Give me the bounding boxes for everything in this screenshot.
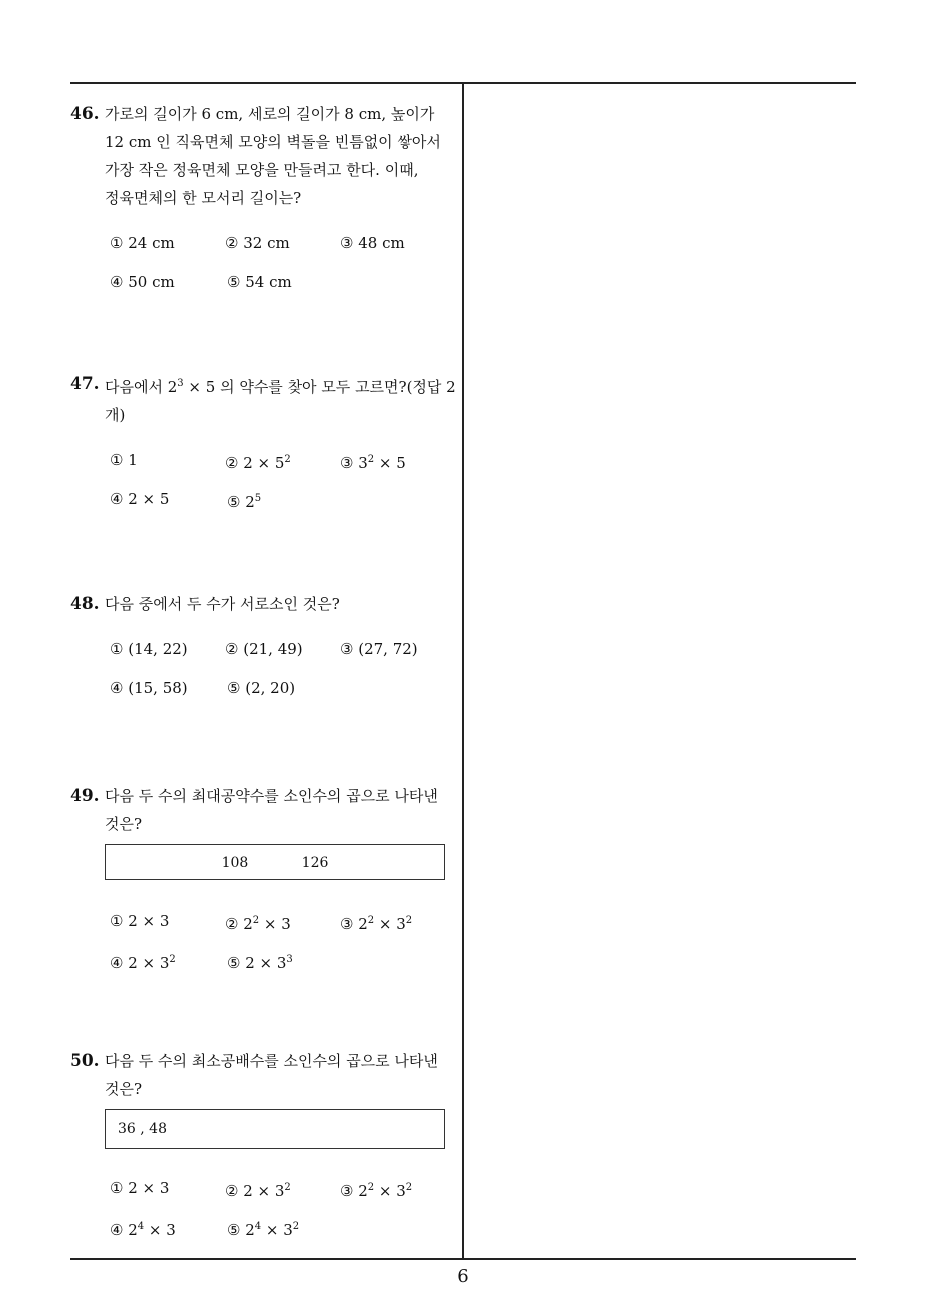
- question-text: 개): [105, 406, 126, 424]
- question-text: 다음에서 $2^3 \times 5$ 의 약수를 찾아 모두 고르면?(정답 2: [105, 378, 456, 396]
- question-48: [70, 590, 455, 716]
- question-number: 47.: [70, 374, 100, 394]
- question-47: [70, 370, 455, 527]
- choice-2[interactable]: ② $2^2 \times 3$: [225, 915, 291, 933]
- question-number: 50.: [70, 1051, 100, 1071]
- question-text: 다음 두 수의 최소공배수를 소인수의 곱으로 나타낸: [105, 1052, 438, 1070]
- choice-4[interactable]: ④ (15, 58): [110, 679, 188, 697]
- choice-3[interactable]: ③ 48 cm: [340, 234, 405, 252]
- question-number: 48.: [70, 594, 100, 614]
- question-number: 49.: [70, 786, 100, 806]
- choice-3[interactable]: ③ $2^2 \times 3^2$: [340, 915, 413, 933]
- question-text: 가장 작은 정육면체 모양을 만들려고 한다. 이때,: [105, 161, 419, 179]
- choice-4[interactable]: ④ $2 \times 3^2$: [110, 954, 176, 972]
- question-text: 다음 중에서 두 수가 서로소인 것은?: [105, 595, 340, 613]
- question-number: 46.: [70, 104, 100, 124]
- question-50: [70, 1047, 455, 1255]
- question-text: 다음 두 수의 최대공약수를 소인수의 곱으로 나타낸: [105, 787, 438, 805]
- choice-2[interactable]: ② $2 \times 5^2$: [225, 454, 291, 472]
- number-box: 36 , 48: [105, 1109, 445, 1149]
- choice-1[interactable]: ① (14, 22): [110, 640, 188, 658]
- choice-1[interactable]: ① 2 × 3: [110, 912, 170, 930]
- choice-5[interactable]: ⑤ (2, 20): [227, 679, 296, 697]
- choice-5[interactable]: ⑤ $2^4 \times 3^2$: [227, 1221, 300, 1239]
- number-box: 108 126: [105, 844, 445, 880]
- question-text: 정육면체의 한 모서리 길이는?: [105, 189, 302, 207]
- choice-3[interactable]: ③ $3^2 \times 5$: [340, 454, 406, 472]
- question-text: 것은?: [105, 1080, 143, 1098]
- choice-2[interactable]: ② 32 cm: [225, 234, 290, 252]
- question-text: 12 cm 인 직육면체 모양의 벽돌을 빈틈없이 쌓아서: [105, 133, 441, 151]
- choice-2[interactable]: ② $2 \times 3^2$: [225, 1182, 291, 1200]
- choice-3[interactable]: ③ $2^2 \times 3^2$: [340, 1182, 413, 1200]
- choice-5[interactable]: ⑤ $2 \times 3^3$: [227, 954, 293, 972]
- choice-5[interactable]: ⑤ $2^5$: [227, 493, 262, 511]
- choice-1[interactable]: ① 24 cm: [110, 234, 175, 252]
- choice-1[interactable]: ① 1: [110, 451, 138, 469]
- column-divider: [462, 82, 464, 1260]
- choice-4[interactable]: ④ 50 cm: [110, 273, 175, 291]
- question-49: [70, 782, 455, 988]
- choice-3[interactable]: ③ (27, 72): [340, 640, 418, 658]
- choice-4[interactable]: ④ $2^4 \times 3$: [110, 1221, 176, 1239]
- choice-5[interactable]: ⑤ 54 cm: [227, 273, 292, 291]
- question-46: [70, 100, 455, 310]
- choice-2[interactable]: ② (21, 49): [225, 640, 303, 658]
- page-number: 6: [457, 1266, 469, 1287]
- choice-4[interactable]: ④ 2 × 5: [110, 490, 170, 508]
- question-text: 것은?: [105, 815, 143, 833]
- choice-1[interactable]: ① 2 × 3: [110, 1179, 170, 1197]
- bottom-rule: [70, 1258, 856, 1260]
- question-text: 가로의 길이가 6 cm, 세로의 길이가 8 cm, 높이가: [105, 105, 435, 123]
